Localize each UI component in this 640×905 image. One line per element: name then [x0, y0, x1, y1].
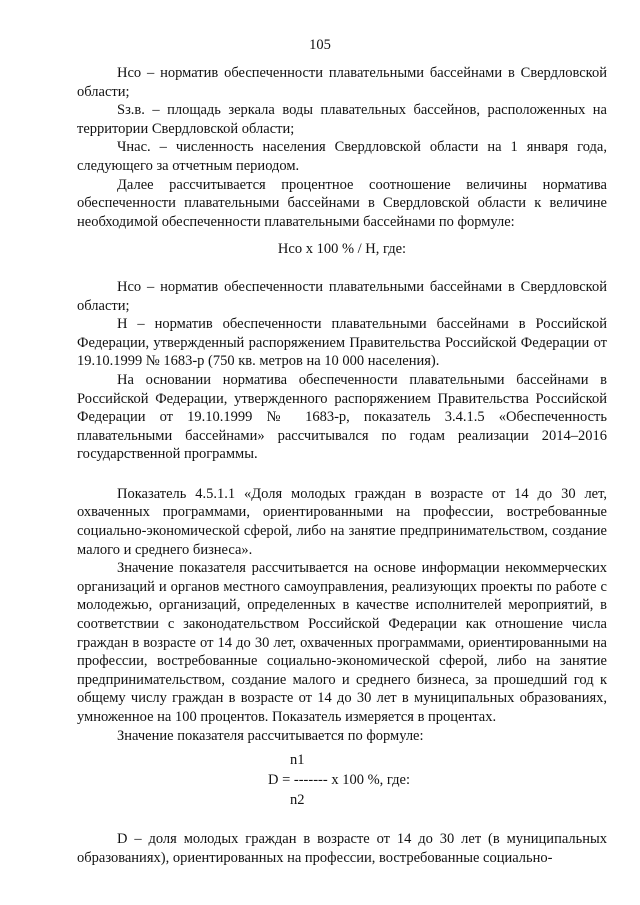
- paragraph-ratio-intro: Далее рассчитывается процентное соотношение величины норматива обеспеченности плавательными бассейнами в Свердловской области к величине необходимой обеспеченности плавательными бассейнами по формуле:: [77, 176, 607, 230]
- definition-n: Н – норматив обеспеченности плавательными бассейнами в Российской Федерации, утвержденный распоряжением Правительства Российской Федерации от 19.10.1999 № 1683-р (750 кв. метров на 10 000 населения).: [77, 316, 607, 370]
- page-number: 105: [309, 37, 331, 53]
- paragraph-calculation-basis: Значение показателя рассчитывается на основе информации некоммерческих организаций и органов местного самоуправления, реализующих проекты по работе с молодежью, организаций, определенных в качестве исполнителей мероприятий, в соответствии с законодательством Российской Федерации как отношение числа граждан в возрасте от 14 до 30 лет, охваченных программами, ориентированными на профессии, востребованные социально-экономической сферой, либо на занятие предпринимательством, создание малого и среднего бизнеса, за прошедший год к общему числу граждан в возрасте от 14 до 30 лет в муниципальных образованиях, умноженное на 100 процентов. Показатель измеряется в процентах.: [77, 560, 607, 725]
- formula-nso-ratio: Нсо х 100 % / Н, где:: [277, 241, 407, 258]
- definition-d: D – доля молодых граждан в возрасте от 14 до 30 лет (в муниципальных образованиях), ориентированных на профессии, востребованные социально-: [77, 831, 607, 866]
- paragraph-indicator-3-4-1-5: На основании норматива обеспеченности плавательными бассейнами в Российской Федерации, утвержденного распоряжением Правительства Российской Федерации от 19.10.1999 № 1683-р, показатель 3.4.1.5 «Обеспеченность плавательными бассейнами» рассчитывался по годам реализации 2014–2016 государственной программы.: [77, 371, 607, 463]
- paragraph-formula-intro: Значение показателя рассчитывается по формуле:: [117, 727, 424, 744]
- definition-chnas: Чнас. – численность населения Свердловской области на 1 января года, следующего за отчетным периодом.: [77, 139, 607, 174]
- definition-nso: Нсо – норматив обеспеченности плавательными бассейнами в Свердловской области;: [77, 65, 607, 100]
- paragraph-indicator-4-5-1-1: Показатель 4.5.1.1 «Доля молодых граждан в возрасте от 14 до 30 лет, охваченных программами, ориентированными на профессии, востребованные социально-экономической сферой, либо на занятие предпринимательством, создание малого и среднего бизнеса».: [77, 485, 607, 558]
- definition-nso-2: Нсо – норматив обеспеченности плавательными бассейнами в Свердловской области;: [77, 278, 607, 314]
- formula-d-numerator: n1: [290, 752, 305, 769]
- formula-d: [77, 751, 607, 811]
- definition-sz: Sз.в. – площадь зеркала воды плавательных бассейнов, расположенных на территории Свердловской области;: [77, 102, 607, 137]
- page-content: [77, 64, 607, 867]
- formula-d-denominator: n2: [290, 792, 305, 809]
- formula-d-equation: D = ------- х 100 %, где:: [268, 772, 410, 789]
